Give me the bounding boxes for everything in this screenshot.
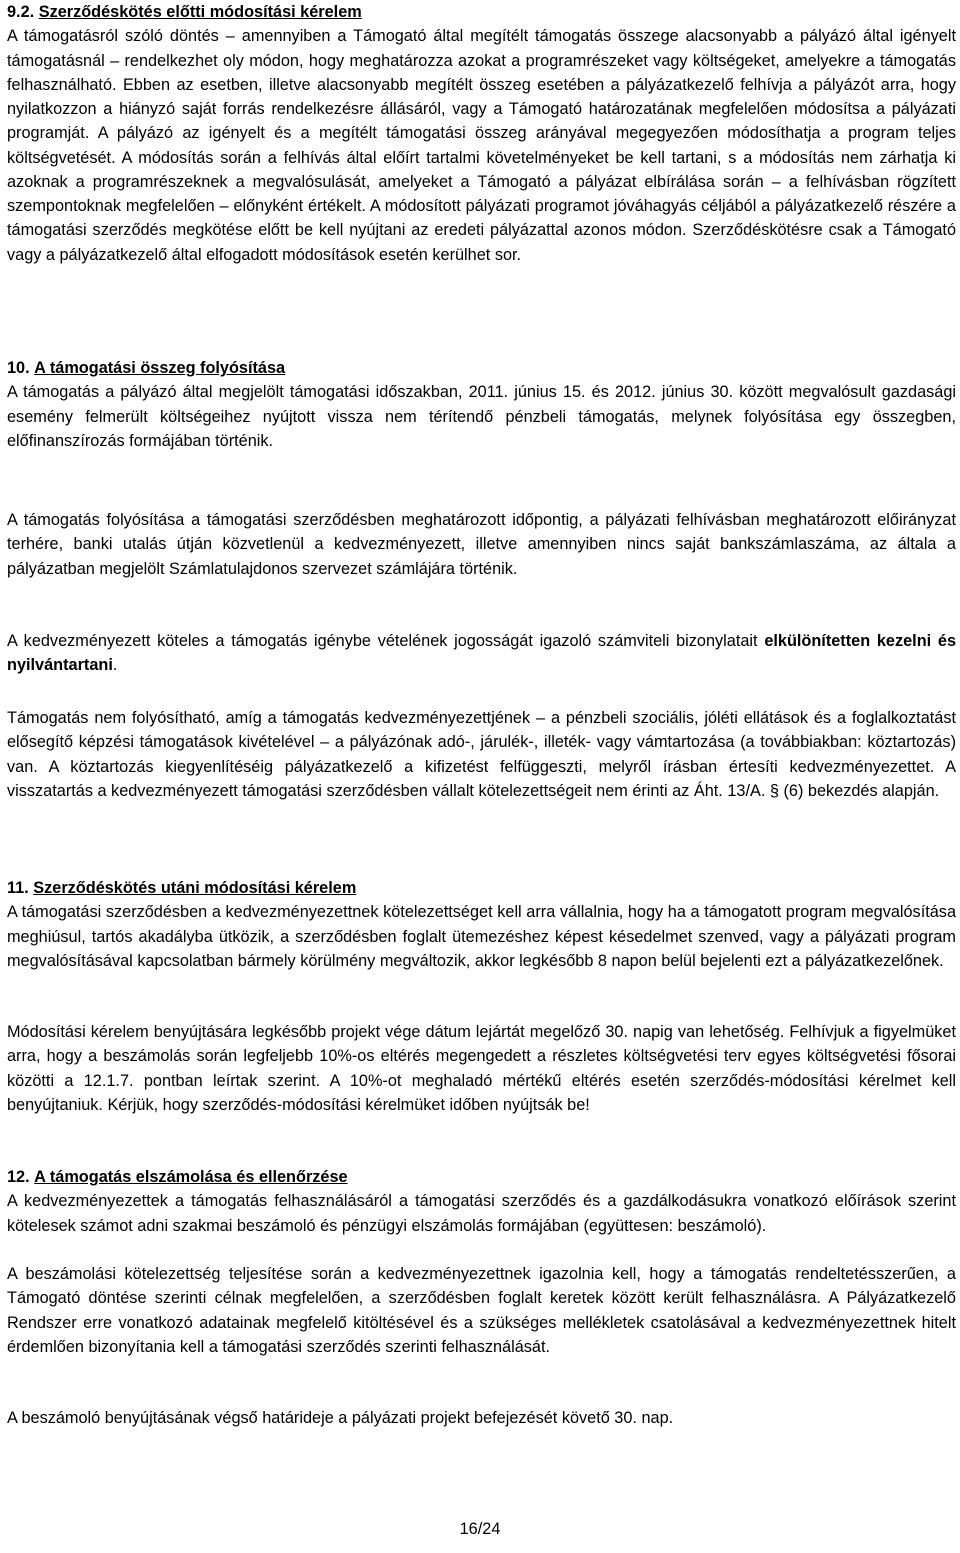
section-9-2-body: A támogatásról szóló döntés – amennyiben a Támogató által megítélt támogatás összege alacsonyabb a pályázó által igényelt támogatásnál – rendelkezhet oly módon, hogy meghatározza azokat a programrészeket vagy költségeket, amelyekre a támogatás felhasználható. Ebben az esetben, illetve alacsonyabb megítélt összeg esetében a pályázatkezelő felhívja a pályázót arra, hogy nyilatkozzon a hiányzó saját forrás rendelkezésre állásáról, vagy a Támogató határozatának megfelelően módosítsa a pályázati programját. A pályázó az igényelt és a megítélt támogatási összeg arányával megegyezően módosíthatja a program teljes költségvetését. A módosítás során a felhívás által előírt tartalmi követelményeket be kell tartani, s a módosítás nem zárhatja ki azoknak a programrészeknek a megvalósulását, amelyeket a Támogató a pályázat elbírálása során – a felhívásban rögzített szempontoknak megfelelően – előnyként értékelt. A módosított pályázati programot jóváhagyás céljából a pályázatkezelő részére a támogatási szerződés megkötése előtt be kell nyújtani az eredeti pályázattal azonos módon. Szerződéskötésre csak a Támogató vagy a pályázatkezelő által elfogadott módosítások esetén kerülhet sor. xyxy=(7,27,956,264)
section-12-number: 12. xyxy=(7,1168,30,1186)
section-10-paragraph-3 xyxy=(7,629,956,678)
section-9-2-heading xyxy=(7,0,956,24)
section-9-2-title: Szerződéskötés előtti módosítási kérelem xyxy=(38,3,362,21)
section-11-paragraph-2: Módosítási kérelem benyújtására legkésőbb projekt vége dátum lejártát megelőző 30. napig van lehetőség. Felhívjuk a figyelmüket arra, hogy a beszámolás során legfeljebb 10%-os eltérés megengedett a részletes költségvetési terv egyes költségvetési fősorai közötti a 12.1.7. pontban leírtak szerint. A 10%-ot meghaladó mértékű eltérés esetén szerződés-módosítási kérelmet kell benyújtaniuk. Kérjük, hogy szerződés-módosítási kérelmüket időben nyújtsák be! xyxy=(7,1023,956,1114)
section-11-heading xyxy=(7,876,956,900)
section-10-heading xyxy=(7,356,956,380)
section-12 xyxy=(7,1165,956,1238)
section-10-number: 10. xyxy=(7,359,30,377)
section-10-paragraph-3-start: A kedvezményezett köteles a támogatás igénybe vételének jogosságát igazoló számviteli bizonylatait xyxy=(7,632,765,650)
section-12-paragraph-1: A kedvezményezettek a támogatás felhasználásáról a támogatási szerződés és a gazdálkodásukra vonatkozó előírások szerint kötelesek számot adni szakmai beszámoló és pénzügyi elszámolás formájában (együttesen: beszámoló). xyxy=(7,1192,956,1235)
section-10-paragraph-3-end: . xyxy=(112,656,118,675)
section-10-paragraph-3-bold: elkülönítetten kezelni és nyilvántartani xyxy=(7,632,957,675)
section-10 xyxy=(7,356,956,453)
section-10-paragraph-1: A támogatás a pályázó által megjelölt támogatási időszakban, 2011. június 15. és 2012. június 30. között megvalósult gazdasági esemény felmerült költségeihez nyújtott vissza nem térítendő pénzbeli támogatás, melynek folyósítása egy összegben, előfinanszírozás formájában történik. xyxy=(7,383,956,450)
section-9-2-number: 9.2. xyxy=(7,3,35,21)
section-12-heading xyxy=(7,1165,956,1189)
section-11-title: Szerződéskötés utáni módosítási kérelem xyxy=(33,879,357,897)
section-12-block-3 xyxy=(7,1406,956,1430)
section-11 xyxy=(7,876,956,973)
section-10-block-2 xyxy=(7,508,956,581)
section-11-paragraph-1: A támogatási szerződésben a kedvezményezettnek kötelezettséget kell arra vállalnia, hogy ha a támogatott program megvalósítása meghiúsul, tartós akadályba ütközik, a szerződésben foglalt ütemezéshez képest késedelmet szenved, vagy a pályázati program megvalósításával kapcsolatban bármely körülmény megváltozik, akkor legkésőbb 8 napon belül bejelenti ezt a pályázatkezelőnek. xyxy=(7,903,956,970)
section-9-2 xyxy=(7,0,956,267)
section-12-block-2 xyxy=(7,1262,956,1359)
section-10-paragraph-2: A támogatás folyósítása a támogatási szerződésben meghatározott időpontig, a pályázati felhívásban meghatározott előirányzat terhére, banki utalás útján közvetlenül a kedvezményezett, illetve amennyiben nincs saját bankszámlaszáma, az általa a pályázatban megjelölt Számlatulajdonos szervezet számlájára történik. xyxy=(7,511,956,578)
section-11-block-2 xyxy=(7,1020,956,1117)
section-10-block-4 xyxy=(7,706,956,803)
section-12-paragraph-2: A beszámolási kötelezettség teljesítése során a kedvezményezettnek igazolnia kell, hogy a támogatás rendeltetésszerűen, a Támogató döntése szerinti célnak megfelelően, a szerződésben foglalt keretek között került felhasználásra. A Pályázatkezelő Rendszer erre vonatkozó adatainak megfelelő kitöltésével és a szükséges mellékletek csatolásával a kedvezményezettnek hitelt érdemlően bizonyítania kell a támogatási szerződés szerinti felhasználását. xyxy=(7,1265,956,1356)
section-10-block-3 xyxy=(7,629,956,678)
section-10-title: A támogatási összeg folyósítása xyxy=(34,359,286,377)
section-12-title: A támogatás elszámolása és ellenőrzése xyxy=(34,1168,348,1186)
page-number: 16/24 xyxy=(459,1520,501,1538)
section-12-paragraph-3: A beszámoló benyújtásának végső határideje a pályázati projekt befejezését követő 30. nap. xyxy=(7,1409,674,1427)
section-10-paragraph-4: Támogatás nem folyósítható, amíg a támogatás kedvezményezettjének – a pénzbeli szociális, jóléti ellátások és a foglalkoztatást elősegítő képzési támogatások kivételével – a pályázónak adó-, járulék-, illeték- vagy vámtartozása (a továbbiakban: köztartozás) van. A köztartozás kiegyenlítéséig pályázatkezelő a kifizetést felfüggeszti, melyről írásban értesíti kedvezményezettet. A visszatartás a kedvezményezett támogatási szerződésben vállalt kötelezettségeit nem érinti az Áht. 13/A. § (6) bekezdés alapján. xyxy=(7,709,956,800)
section-11-number: 11. xyxy=(7,879,29,897)
